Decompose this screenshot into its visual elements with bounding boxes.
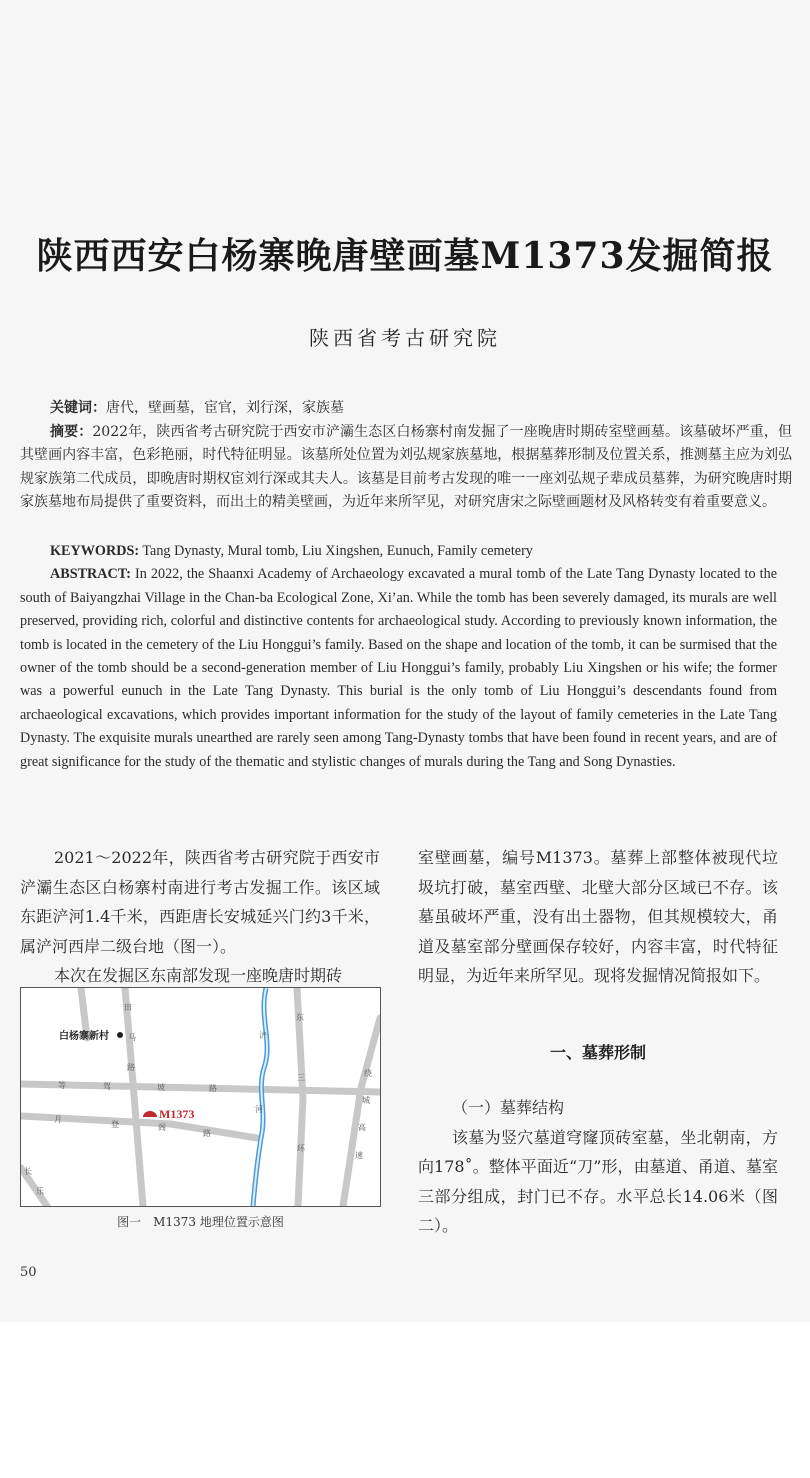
body-right-paragraph-1: 室壁画墓，编号M1373。墓葬上部整体被现代垃圾坑打破，墓室西壁、北壁大部分区域已不存。该墓虽破坏严重，没有出土器物，但其规模较大，甬道及墓室部分壁画保存较好，内容丰富，时代特征明显，为近年来所罕见。现将发掘情况简报如下。 [418, 848, 778, 985]
map-label-lu2: 路 [209, 1084, 217, 1093]
location-map-figure [20, 987, 381, 1207]
keywords-en [20, 540, 777, 563]
map-village-dot [117, 1032, 123, 1038]
map-label-jia: 驾 [103, 1082, 111, 1091]
article-author: 陕西省考古研究院 [309, 326, 501, 350]
figure-caption: 图一 M1373 地理位置示意图 [117, 1215, 284, 1229]
section-heading: 一、墓葬形制 [549, 1043, 646, 1062]
body-right-column-lower [418, 1093, 778, 1241]
map-label-po: 坡 [157, 1083, 165, 1092]
map-label-su: 速 [355, 1151, 363, 1160]
map-label-chang: 长 [24, 1167, 32, 1176]
map-label-dong: 东 [296, 1013, 304, 1022]
map-label-gao: 高 [358, 1123, 366, 1132]
map-tomb-marker [143, 1111, 157, 1117]
keywords-en-text: Tang Dynasty, Mural tomb, Liu Xingshen, Eunuch, Family cemetery [139, 543, 533, 559]
map-tomb-label: M1373 [159, 1107, 195, 1121]
abstract-en [20, 563, 777, 774]
location-map [21, 988, 380, 1206]
page-number: 50 [20, 1265, 37, 1280]
abstract-cn-text: 2022年，陕西省考古研究院于西安市浐灞生态区白杨寨村南发掘了一座晚唐时期砖室壁画墓。该墓破坏严重，但其壁画内容丰富，色彩艳丽，时代特征明显。该墓所处位置为刘弘规家族墓地，根据墓葬形制及位置关系，推测墓主应为刘弘规家族第二代成员，即晚唐时期权宦刘行深或其夫人。该墓是目前考古发现的唯一一座刘弘规子辈成员墓葬，为研究晚唐时期家族墓地布局提供了重要资料，而出土的精美壁画，为近年来所罕见，对研究唐宋之际壁画题材及风格转变有着重要意义。 [20, 423, 792, 510]
map-label-he: 河 [255, 1105, 263, 1114]
article-title: 陕西西安白杨寨晚唐壁画墓M1373发掘简报 [36, 235, 774, 277]
map-label-tian: 田 [124, 1003, 132, 1012]
map-label-rao: 绕 [364, 1069, 372, 1078]
chinese-abstract-block [20, 397, 792, 515]
keywords-en-label: KEYWORDS: [50, 543, 140, 559]
map-label-chan: 浐 [259, 1031, 267, 1040]
map-label-ge: 阁 [158, 1123, 166, 1132]
map-label-le: 乐 [36, 1187, 44, 1196]
body-right-column [418, 843, 778, 991]
abstract-cn [20, 421, 792, 515]
keywords-cn [20, 397, 792, 421]
map-label-lu3: 路 [203, 1129, 211, 1138]
subsection-heading: （一）墓葬结构 [452, 1098, 565, 1117]
map-label-yue: 月 [54, 1115, 62, 1124]
body-left-column [20, 843, 380, 991]
map-road-tiannma [125, 988, 143, 1206]
map-village-label: 白杨寨新村 [59, 1031, 109, 1042]
body-left-paragraph-2: 本次在发掘区东南部发现一座晚唐时期砖 [54, 966, 343, 985]
body-right-paragraph-2: 该墓为竖穴墓道穹窿顶砖室墓，坐北朝南，方向178˚。整体平面近“刀”形，由墓道、甬道、墓室三部分组成，封门已不存。水平总长14.06米（图二）。 [418, 1127, 778, 1235]
keywords-cn-text: 唐代，壁画墓，宦官，刘行深，家族墓 [106, 400, 344, 416]
english-abstract-block [20, 540, 777, 774]
map-label-lu1: 路 [127, 1063, 135, 1072]
map-road-ring-expressway [343, 1018, 380, 1206]
map-label-deng2: 登 [111, 1120, 119, 1129]
abstract-en-label: ABSTRACT: [50, 566, 131, 583]
map-label-deng: 等 [58, 1081, 66, 1090]
keywords-cn-label: 关键词： [50, 400, 106, 416]
map-road-dengjiapo [21, 1084, 380, 1092]
body-left-paragraph-1: 2021～2022年，陕西省考古研究院于西安市浐灞生态区白杨寨村南进行考古发掘工作。该区域东距浐河1.4千米，西距唐长安城延兴门约3千米，属浐河西岸二级台地（图一）。 [20, 848, 380, 956]
map-label-cheng: 城 [362, 1096, 370, 1105]
map-label-san: 三 [297, 1073, 305, 1082]
blank-area-below-page [0, 1322, 810, 1478]
abstract-cn-label: 摘要： [50, 423, 93, 440]
map-label-ma: 马 [128, 1033, 136, 1042]
abstract-en-text: In 2022, the Shaanxi Academy of Archaeology excavated a mural tomb of the Late Tang Dynasty located to the south of Baiyangzhai Village in the Chan-ba Ecological Zone, Xi’an. While the tomb has been severely damaged, its murals are well preserved, providing rich, colorful and distinctive contents for archaeological study. According to previously known information, the tomb is located in the cemetery of the Liu Honggui’s family. Based on the shape and location of the tomb, it can be surmised that the owner of the tomb should be a second-generation member of Liu Honggui’s family, probably Liu Xingshen or his wife; the former was a powerful eunuch in the Late Tang Dynasty. This burial is the only tomb of Liu Honggui’s descendants found from archaeological excavations, which provides important information for the study of the layout of family cemeteries in the Late Tang Dynasty. The exquisite murals unearthed are rarely seen among Tang-Dynasty tombs that have been found in recent years, and are of great significance for the study of the thematic and stylistic changes of murals during the Tang and Song Dynasties. [20, 566, 777, 770]
map-label-huan: 环 [297, 1144, 305, 1153]
